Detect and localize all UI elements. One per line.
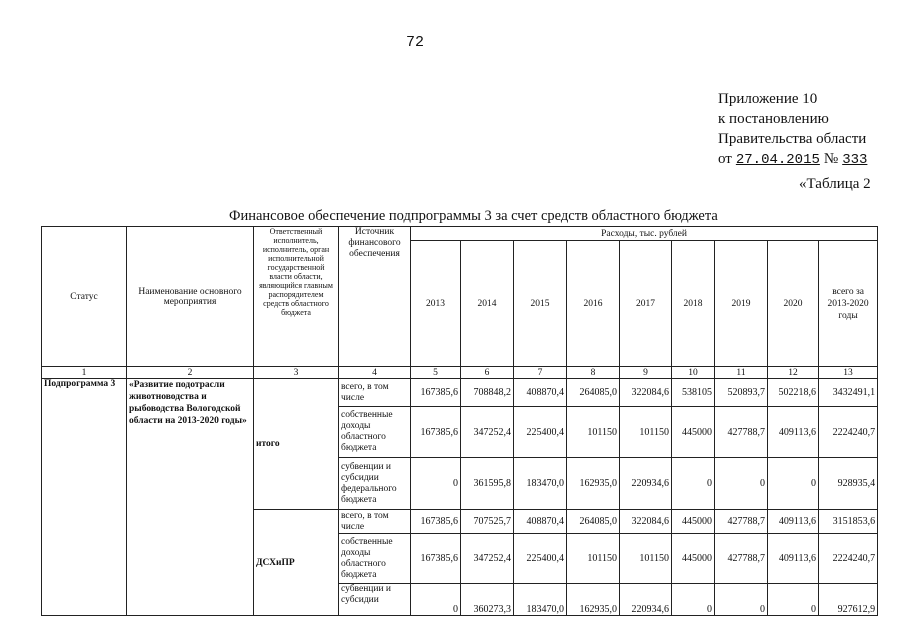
value-cell: 3432491,1 xyxy=(819,379,878,407)
value-cell: 220934,6 xyxy=(620,584,672,616)
date-prefix: от xyxy=(718,151,732,167)
value-cell: 101150 xyxy=(620,407,672,458)
column-number: 9 xyxy=(620,367,672,379)
source-cell: всего, в том числе xyxy=(339,379,411,407)
header-year: 2016 xyxy=(567,241,620,367)
column-number: 1 xyxy=(42,367,127,379)
value-cell: 220934,6 xyxy=(620,458,672,510)
value-cell: 360273,3 xyxy=(461,584,514,616)
column-number-row xyxy=(42,367,878,379)
value-cell: 445000 xyxy=(672,534,715,584)
header-year: 2018 xyxy=(672,241,715,367)
appendix-line-3: Правительства области xyxy=(718,131,867,147)
column-number: 6 xyxy=(461,367,514,379)
header-status: Статус xyxy=(42,227,127,367)
appendix-line-1: Приложение 10 xyxy=(718,91,818,107)
value-cell: 520893,7 xyxy=(715,379,768,407)
value-cell: 162935,0 xyxy=(567,458,620,510)
header-expenses: Расходы, тыс. рублей xyxy=(411,227,878,241)
value-cell: 101150 xyxy=(567,534,620,584)
header-year: 2017 xyxy=(620,241,672,367)
value-cell: 361595,8 xyxy=(461,458,514,510)
column-number: 4 xyxy=(339,367,411,379)
financing-table xyxy=(41,226,878,616)
table-title: Финансовое обеспечение подпрограммы 3 за счет средств областного бюджета xyxy=(229,208,718,224)
value-cell: 502218,6 xyxy=(768,379,819,407)
value-cell: 322084,6 xyxy=(620,510,672,534)
decree-date: 27.04.2015 xyxy=(735,152,820,168)
value-cell: 225400,4 xyxy=(514,407,567,458)
header-total: всего за 2013-2020 годы xyxy=(819,241,878,367)
value-cell: 0 xyxy=(672,584,715,616)
value-cell: 927612,9 xyxy=(819,584,878,616)
value-cell: 408870,4 xyxy=(514,379,567,407)
header-year: 2019 xyxy=(715,241,768,367)
appendix-block xyxy=(718,89,867,170)
value-cell: 0 xyxy=(715,584,768,616)
appendix-date-line xyxy=(718,149,867,170)
value-cell: 408870,4 xyxy=(514,510,567,534)
value-cell: 183470,0 xyxy=(514,458,567,510)
value-cell: 928935,4 xyxy=(819,458,878,510)
value-cell: 0 xyxy=(715,458,768,510)
value-cell: 0 xyxy=(672,458,715,510)
table-label: «Таблица 2 xyxy=(799,176,871,192)
column-number: 3 xyxy=(254,367,339,379)
value-cell: 162935,0 xyxy=(567,584,620,616)
program-name-cell: «Развитие подотрасли животноводства и рыбоводства Вологодской области на 2013-2020 годы» xyxy=(127,379,254,616)
responsible-cell: ДСХиПР xyxy=(254,510,339,616)
value-cell: 427788,7 xyxy=(715,407,768,458)
table-row xyxy=(42,379,878,407)
header-name: Наименование основного мероприятия xyxy=(127,227,254,367)
value-cell: 2224240,7 xyxy=(819,534,878,584)
value-cell: 409113,6 xyxy=(768,534,819,584)
value-cell: 538105 xyxy=(672,379,715,407)
value-cell: 322084,6 xyxy=(620,379,672,407)
value-cell: 167385,6 xyxy=(411,534,461,584)
header-year: 2014 xyxy=(461,241,514,367)
responsible-cell: итого xyxy=(254,379,339,510)
page-number: 72 xyxy=(406,34,425,51)
column-number: 2 xyxy=(127,367,254,379)
header-source: Источник финансового обеспечения xyxy=(339,227,411,367)
column-number: 11 xyxy=(715,367,768,379)
value-cell: 427788,7 xyxy=(715,534,768,584)
value-cell: 101150 xyxy=(567,407,620,458)
value-cell: 0 xyxy=(411,458,461,510)
column-number: 5 xyxy=(411,367,461,379)
column-number: 10 xyxy=(672,367,715,379)
source-cell: субвенции и субсидии федерального бюджета xyxy=(339,458,411,510)
value-cell: 409113,6 xyxy=(768,510,819,534)
value-cell: 183470,0 xyxy=(514,584,567,616)
value-cell: 445000 xyxy=(672,510,715,534)
source-cell: собственные доходы областного бюджета xyxy=(339,534,411,584)
header-year: 2015 xyxy=(514,241,567,367)
header-year: 2013 xyxy=(411,241,461,367)
value-cell: 347252,4 xyxy=(461,534,514,584)
header-year: 2020 xyxy=(768,241,819,367)
value-cell: 2224240,7 xyxy=(819,407,878,458)
value-cell: 225400,4 xyxy=(514,534,567,584)
value-cell: 0 xyxy=(768,458,819,510)
value-cell: 0 xyxy=(768,584,819,616)
column-number: 12 xyxy=(768,367,819,379)
value-cell: 3151853,6 xyxy=(819,510,878,534)
value-cell: 167385,6 xyxy=(411,510,461,534)
value-cell: 264085,0 xyxy=(567,379,620,407)
column-number: 8 xyxy=(567,367,620,379)
value-cell: 427788,7 xyxy=(715,510,768,534)
value-cell: 101150 xyxy=(620,534,672,584)
column-number: 7 xyxy=(514,367,567,379)
source-cell: субвенции и субсидии xyxy=(339,584,411,616)
value-cell: 707525,7 xyxy=(461,510,514,534)
status-cell: Подпрограмма 3 xyxy=(42,379,127,616)
value-cell: 708848,2 xyxy=(461,379,514,407)
header-responsible: Ответственный исполнитель, исполнитель, орган исполнительной государственной власти области, являющийся главным распорядителем средств областного бюджета xyxy=(254,227,339,367)
source-cell: всего, в том числе xyxy=(339,510,411,534)
value-cell: 347252,4 xyxy=(461,407,514,458)
value-cell: 0 xyxy=(411,584,461,616)
value-cell: 409113,6 xyxy=(768,407,819,458)
column-number: 13 xyxy=(819,367,878,379)
source-cell: собственные доходы областного бюджета xyxy=(339,407,411,458)
appendix-line-2: к постановлению xyxy=(718,111,829,127)
value-cell: 167385,6 xyxy=(411,379,461,407)
value-cell: 445000 xyxy=(672,407,715,458)
decree-number: 333 xyxy=(842,152,868,168)
number-prefix: № xyxy=(823,151,839,167)
value-cell: 264085,0 xyxy=(567,510,620,534)
value-cell: 167385,6 xyxy=(411,407,461,458)
